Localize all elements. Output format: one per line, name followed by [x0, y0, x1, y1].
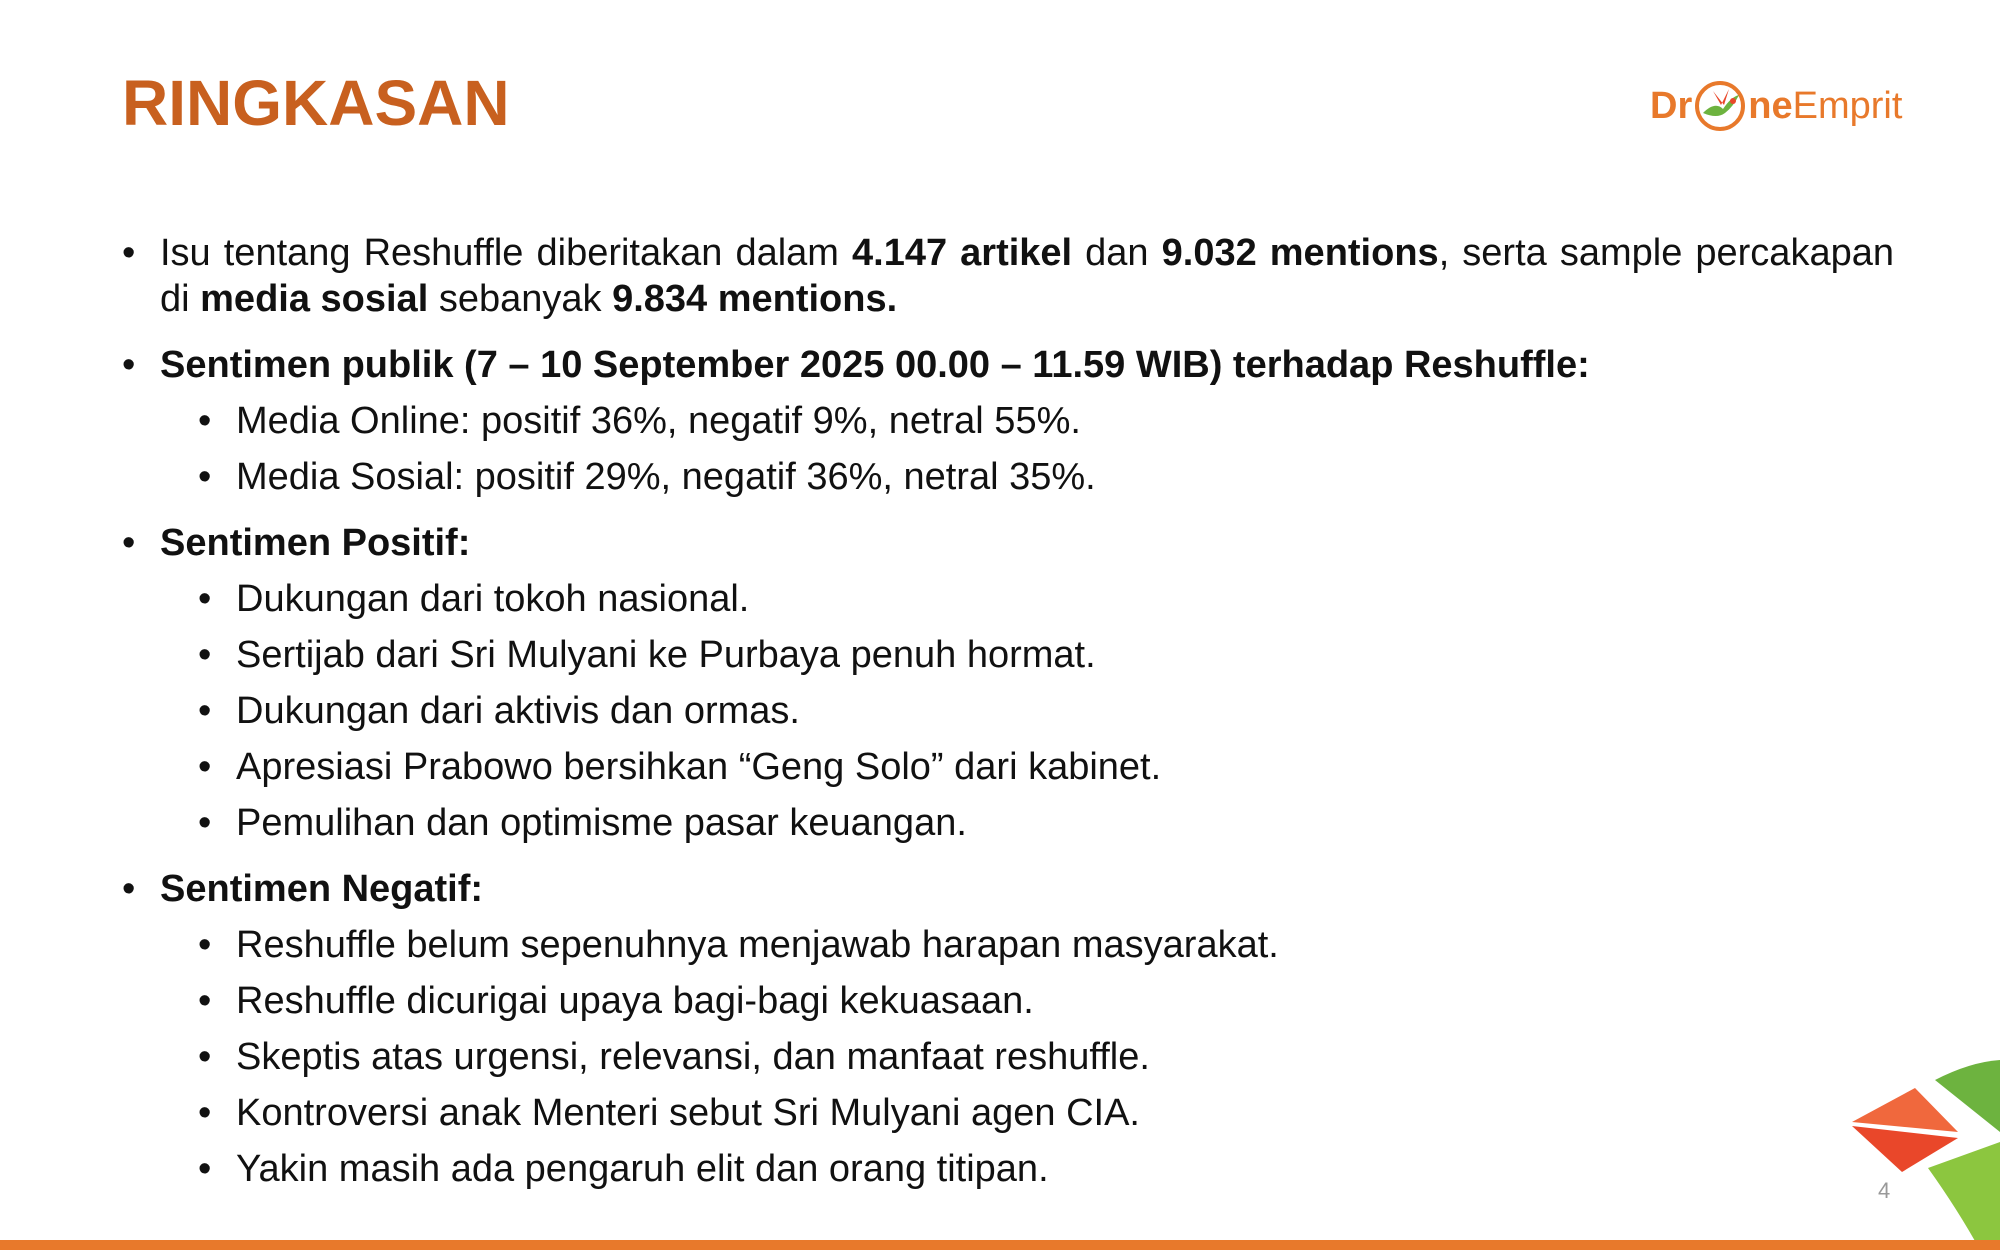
logo-text-dr: Dr [1650, 84, 1693, 127]
logo-text-emprit: Emprit [1792, 84, 1903, 127]
list-item: • Reshuffle dicurigai upaya bagi-bagi kekuasaan. [198, 978, 1894, 1024]
decor-orange-triangle [1852, 1088, 1958, 1132]
drone-bird-icon [1693, 79, 1747, 133]
public-sentiment-heading: Sentimen publik (7 – 10 September 2025 00.00 – 11.59 WIB) terhadap Reshuffle: [160, 344, 1590, 386]
list-item: • Dukungan dari tokoh nasional. [198, 576, 1894, 622]
positive-sentiment-heading: Sentimen Positif: [160, 522, 471, 564]
bullet-coverage [122, 230, 1894, 322]
coverage-social-mentions: 9.834 mentions. [612, 278, 898, 320]
list-item: • Media Sosial: positif 29%, negatif 36%, netral 35%. [198, 454, 1894, 500]
bottom-accent-bar [0, 1240, 2000, 1250]
logo-text-ne: ne [1748, 84, 1793, 127]
coverage-text-1: Isu tentang Reshuffle diberitakan dalam [160, 232, 852, 274]
coverage-social-media: media sosial [200, 278, 429, 320]
list-item: • Sertijab dari Sri Mulyani ke Purbaya penuh hormat. [198, 632, 1894, 678]
negative-sentiment-list [160, 922, 1894, 1192]
list-item: • Kontroversi anak Menteri sebut Sri Mulyani agen CIA. [198, 1090, 1894, 1136]
list-item: • Skeptis atas urgensi, relevansi, dan manfaat reshuffle. [198, 1034, 1894, 1080]
summary-list [122, 230, 1894, 1192]
list-item: • Reshuffle belum sepenuhnya menjawab harapan masyarakat. [198, 922, 1894, 968]
positive-sentiment-list [160, 576, 1894, 846]
summary-content [122, 230, 1894, 1212]
list-item: • Pemulihan dan optimisme pasar keuangan. [198, 800, 1894, 846]
coverage-mentions: 9.032 mentions [1161, 232, 1439, 274]
coverage-text-2: dan [1072, 232, 1162, 274]
list-item: • Media Online: positif 36%, negatif 9%, netral 55%. [198, 398, 1894, 444]
coverage-text-3: , serta sample percakapan di [160, 232, 1894, 320]
page-number: 4 [1878, 1178, 1891, 1203]
slide-title: RINGKASAN [122, 67, 510, 139]
list-item: • Apresiasi Prabowo bersihkan “Geng Solo” dari kabinet. [198, 744, 1894, 790]
coverage-articles: 4.147 artikel [852, 232, 1073, 274]
coverage-text-4: sebanyak [428, 278, 613, 320]
bullet-public-sentiment [122, 342, 1894, 500]
bullet-negative-sentiment [122, 866, 1894, 1192]
bullet-positive-sentiment [122, 520, 1894, 846]
public-sentiment-list [160, 398, 1894, 500]
corner-decoration [1840, 1050, 2000, 1250]
list-item: • Yakin masih ada pengaruh elit dan orang titipan. [198, 1146, 1894, 1192]
list-item: • Dukungan dari aktivis dan ormas. [198, 688, 1894, 734]
decor-green-leaf-bottom [1928, 1142, 2000, 1250]
negative-sentiment-heading: Sentimen Negatif: [160, 868, 484, 910]
droneemprit-logo [1650, 74, 1902, 138]
